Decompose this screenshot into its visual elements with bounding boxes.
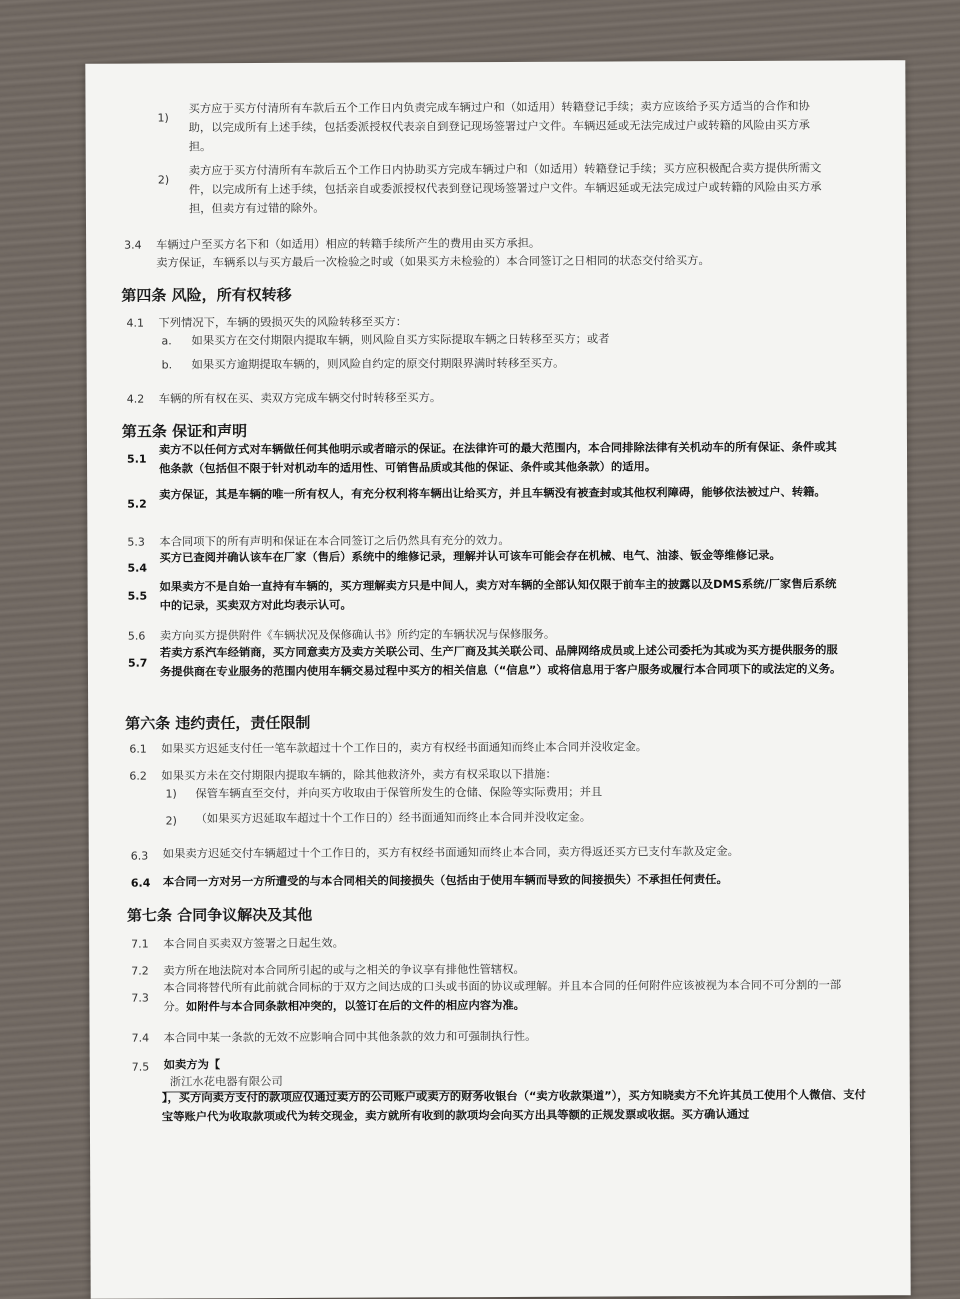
clause-number: 5.3 — [127, 535, 145, 549]
clause-text: 买方应于买方付清所有车款后五个工作日内负责完成车辆过户和（如适用）转籍登记手续；卖方应该给予买方适当的合作和协助，以完成所有上述手续，包括委派授权代表亲自到登记现场签署过户文件。车辆迟延或无法完成过户或转籍的风险由买方承担。 — [188, 99, 810, 154]
section-heading: 第五条 保证和声明 — [121, 422, 248, 441]
contract-page — [85, 60, 910, 1299]
clause-text: 卖方保证，车辆系以与买方最后一次检验之时或（如果买方未检验的）本合同签订之日相同的状态交付给买方。 — [156, 254, 710, 270]
clause-text: 买方已查阅并确认该车在厂家（售后）系统中的维修记录，理解并认可该车可能会存在机械、电气、油漆、钣金等维修记录。 — [159, 548, 781, 565]
section-heading: 第七条 合同争议解决及其他 — [126, 905, 313, 925]
clause-number: 7.5 — [131, 1060, 150, 1074]
clause-number: 5.5 — [127, 589, 148, 603]
clause-number: 7.3 — [131, 991, 149, 1005]
clause-text: 若卖方系汽车经销商，买方同意卖方及卖方关联公司、生产厂商及其关联公司、品牌网络成员或上述公司委托为其或为买方提供服务的服务提供商在专业服务的范围内使用车辆交易过程中买方的相关信息（“信息”）或将信息用于客户服务或履行本合同项下的或法定的义务。 — [159, 643, 842, 679]
clause-text: 本合同自买卖双方签署之日起生效。 — [163, 936, 344, 951]
clause-text: 】，买方向卖方支付的款项应仅通过卖方的公司账户或卖方的财务收银台（“卖方收款渠道”），买方知晓卖方不允许其员工使用个人微信、支付宝等账户代为收取款项或代为转交现金，卖方就所有收到的款项均会向买方出具等额的正规发票或收据。买方确认通过 — [161, 1088, 866, 1124]
section-heading: 第四条 风险，所有权转移 — [121, 285, 292, 305]
clause-number: 6.2 — [129, 769, 147, 783]
item-number: 1) — [157, 111, 169, 125]
clause-number: 5.4 — [127, 561, 148, 575]
clause-text: 如果卖方迟延交付车辆超过十个工作日的，买方有权经书面通知而终止本合同，卖方得返还买方已支付车款及定金。 — [162, 844, 739, 861]
clause-text: 本合同中某一条款的无效不应影响合同中其他条款的效力和可强制执行性。 — [163, 1029, 537, 1045]
clause-number: 7.4 — [131, 1031, 150, 1045]
clause-number: 6.1 — [129, 742, 147, 756]
seller-company-name: 浙江水花电器有限公司 — [169, 1074, 283, 1089]
clause-text: 如果卖方不是自始一直持有车辆的，买方理解卖方只是中间人，卖方对车辆的全部认知仅限于前车主的披露以及DMS系统/厂家售后系统中的记录，买卖双方对此均表示认可。 — [159, 577, 837, 613]
clause-text-bold: 如附件与本合同条款相冲突的，以签订在后的文件的相应内容为准。 — [186, 998, 525, 1014]
item-number: 1) — [165, 787, 177, 801]
clause-text: 卖方向买方提供附件《车辆状况及保修确认书》所约定的车辆状况与保修服务。 — [159, 627, 556, 643]
clause-text: 如卖方为【 — [163, 1058, 221, 1072]
clause-text: 如果买方逾期提取车辆的，则风险自约定的原交付期限界满时转移至买方。 — [191, 356, 565, 372]
clause-number: 7.1 — [131, 937, 149, 951]
clause-number: 5.2 — [127, 497, 147, 511]
clause-text: 如果买方迟延支付任一笔车款超过十个工作日的，卖方有权经书面通知而终止本合同并没收定金。 — [161, 740, 648, 756]
clause-number: 5.7 — [127, 656, 148, 670]
item-number: 2) — [165, 814, 177, 828]
clause-text: 车辆的所有权在买、卖双方完成车辆交付时转移至买方。 — [158, 391, 442, 406]
clause-number: 3.4 — [124, 238, 142, 252]
clause-number: 4.2 — [126, 392, 145, 406]
clause-text: 保管车辆直至交付，并向买方收取由于保管所发生的仓储、保险等实际费用；并且 — [195, 785, 603, 801]
clause-number: 4.1 — [126, 316, 144, 330]
clause-number: 5.6 — [127, 629, 146, 643]
clause-text: 如果买方未在交付期限内提取车辆的，除其他救济外，卖方有权采取以下措施： — [161, 767, 557, 783]
clause-text — [163, 975, 853, 1016]
clause-text: 卖方保证，其是车辆的唯一所有权人，有充分权利将车辆出让给买方，并且车辆没有被查封或其他权利障碍，能够依法被过户、转籍。 — [159, 485, 826, 502]
clause-text-part: 本合同将替代所有此前就合同标的于双方之间达成的口头或书面的协议或理解。并且本合同的任何附件应该被视为本合同不可分割的一部分。 — [163, 978, 842, 1014]
clause-text: 卖方应于买方付清所有车款后五个工作日内协助买方完成车辆过户和（如适用）转籍登记手续；买方应积极配合卖方提供所需文件，以完成所有上述手续，包括亲自或委派授权代表到登记现场签署过户文件。车辆迟延或无法完成过户或转籍的风险由买方承担，但卖方有过错的除外。 — [188, 161, 822, 216]
item-letter: a. — [161, 334, 172, 348]
clause-number: 5.1 — [127, 452, 147, 466]
clause-text: 下列情况下，车辆的毁损灭失的风险转移至买方： — [158, 315, 408, 330]
clause-text: （如果买方迟延取车超过十个工作日的）经书面通知而终止本合同并没收定金。 — [195, 810, 592, 826]
clause-text: 如果买方在交付期限内提取车辆，则风险自买方实际提取车辆之日转移至买方；或者 — [191, 332, 610, 348]
clause-number: 7.2 — [131, 964, 149, 978]
clause-number: 6.4 — [130, 876, 151, 890]
clause-text: 本合同项下的所有声明和保证在本合同签订之后仍然具有充分的效力。 — [159, 533, 510, 549]
clause-text: 卖方不以任何方式对车辆做任何其他明示或者暗示的保证。在法律许可的最大范围内，本合同排除法律有关机动车的所有保证、条件或其他条款（包括但不限于针对机动车的适用性、可销售品质或其他的保证、条件或其他条款）的适用。 — [158, 440, 837, 476]
item-letter: b. — [161, 358, 173, 372]
clause-text: 卖方所在地法院对本合同所引起的或与之相关的争议享有排他性管辖权。 — [163, 962, 525, 978]
clause-number: 6.3 — [130, 849, 149, 863]
clause-text: 车辆过户至买方名下和（如适用）相应的转籍手续所产生的费用由买方承担。 — [156, 236, 541, 252]
section-heading: 第六条 违约责任，责任限制 — [125, 713, 311, 733]
clause-text: 本合同一方对另一方所遭受的与本合同相关的间接损失（包括由于使用车辆而导致的间接损失）不承担任何责任。 — [162, 872, 728, 889]
item-number: 2) — [157, 173, 170, 187]
